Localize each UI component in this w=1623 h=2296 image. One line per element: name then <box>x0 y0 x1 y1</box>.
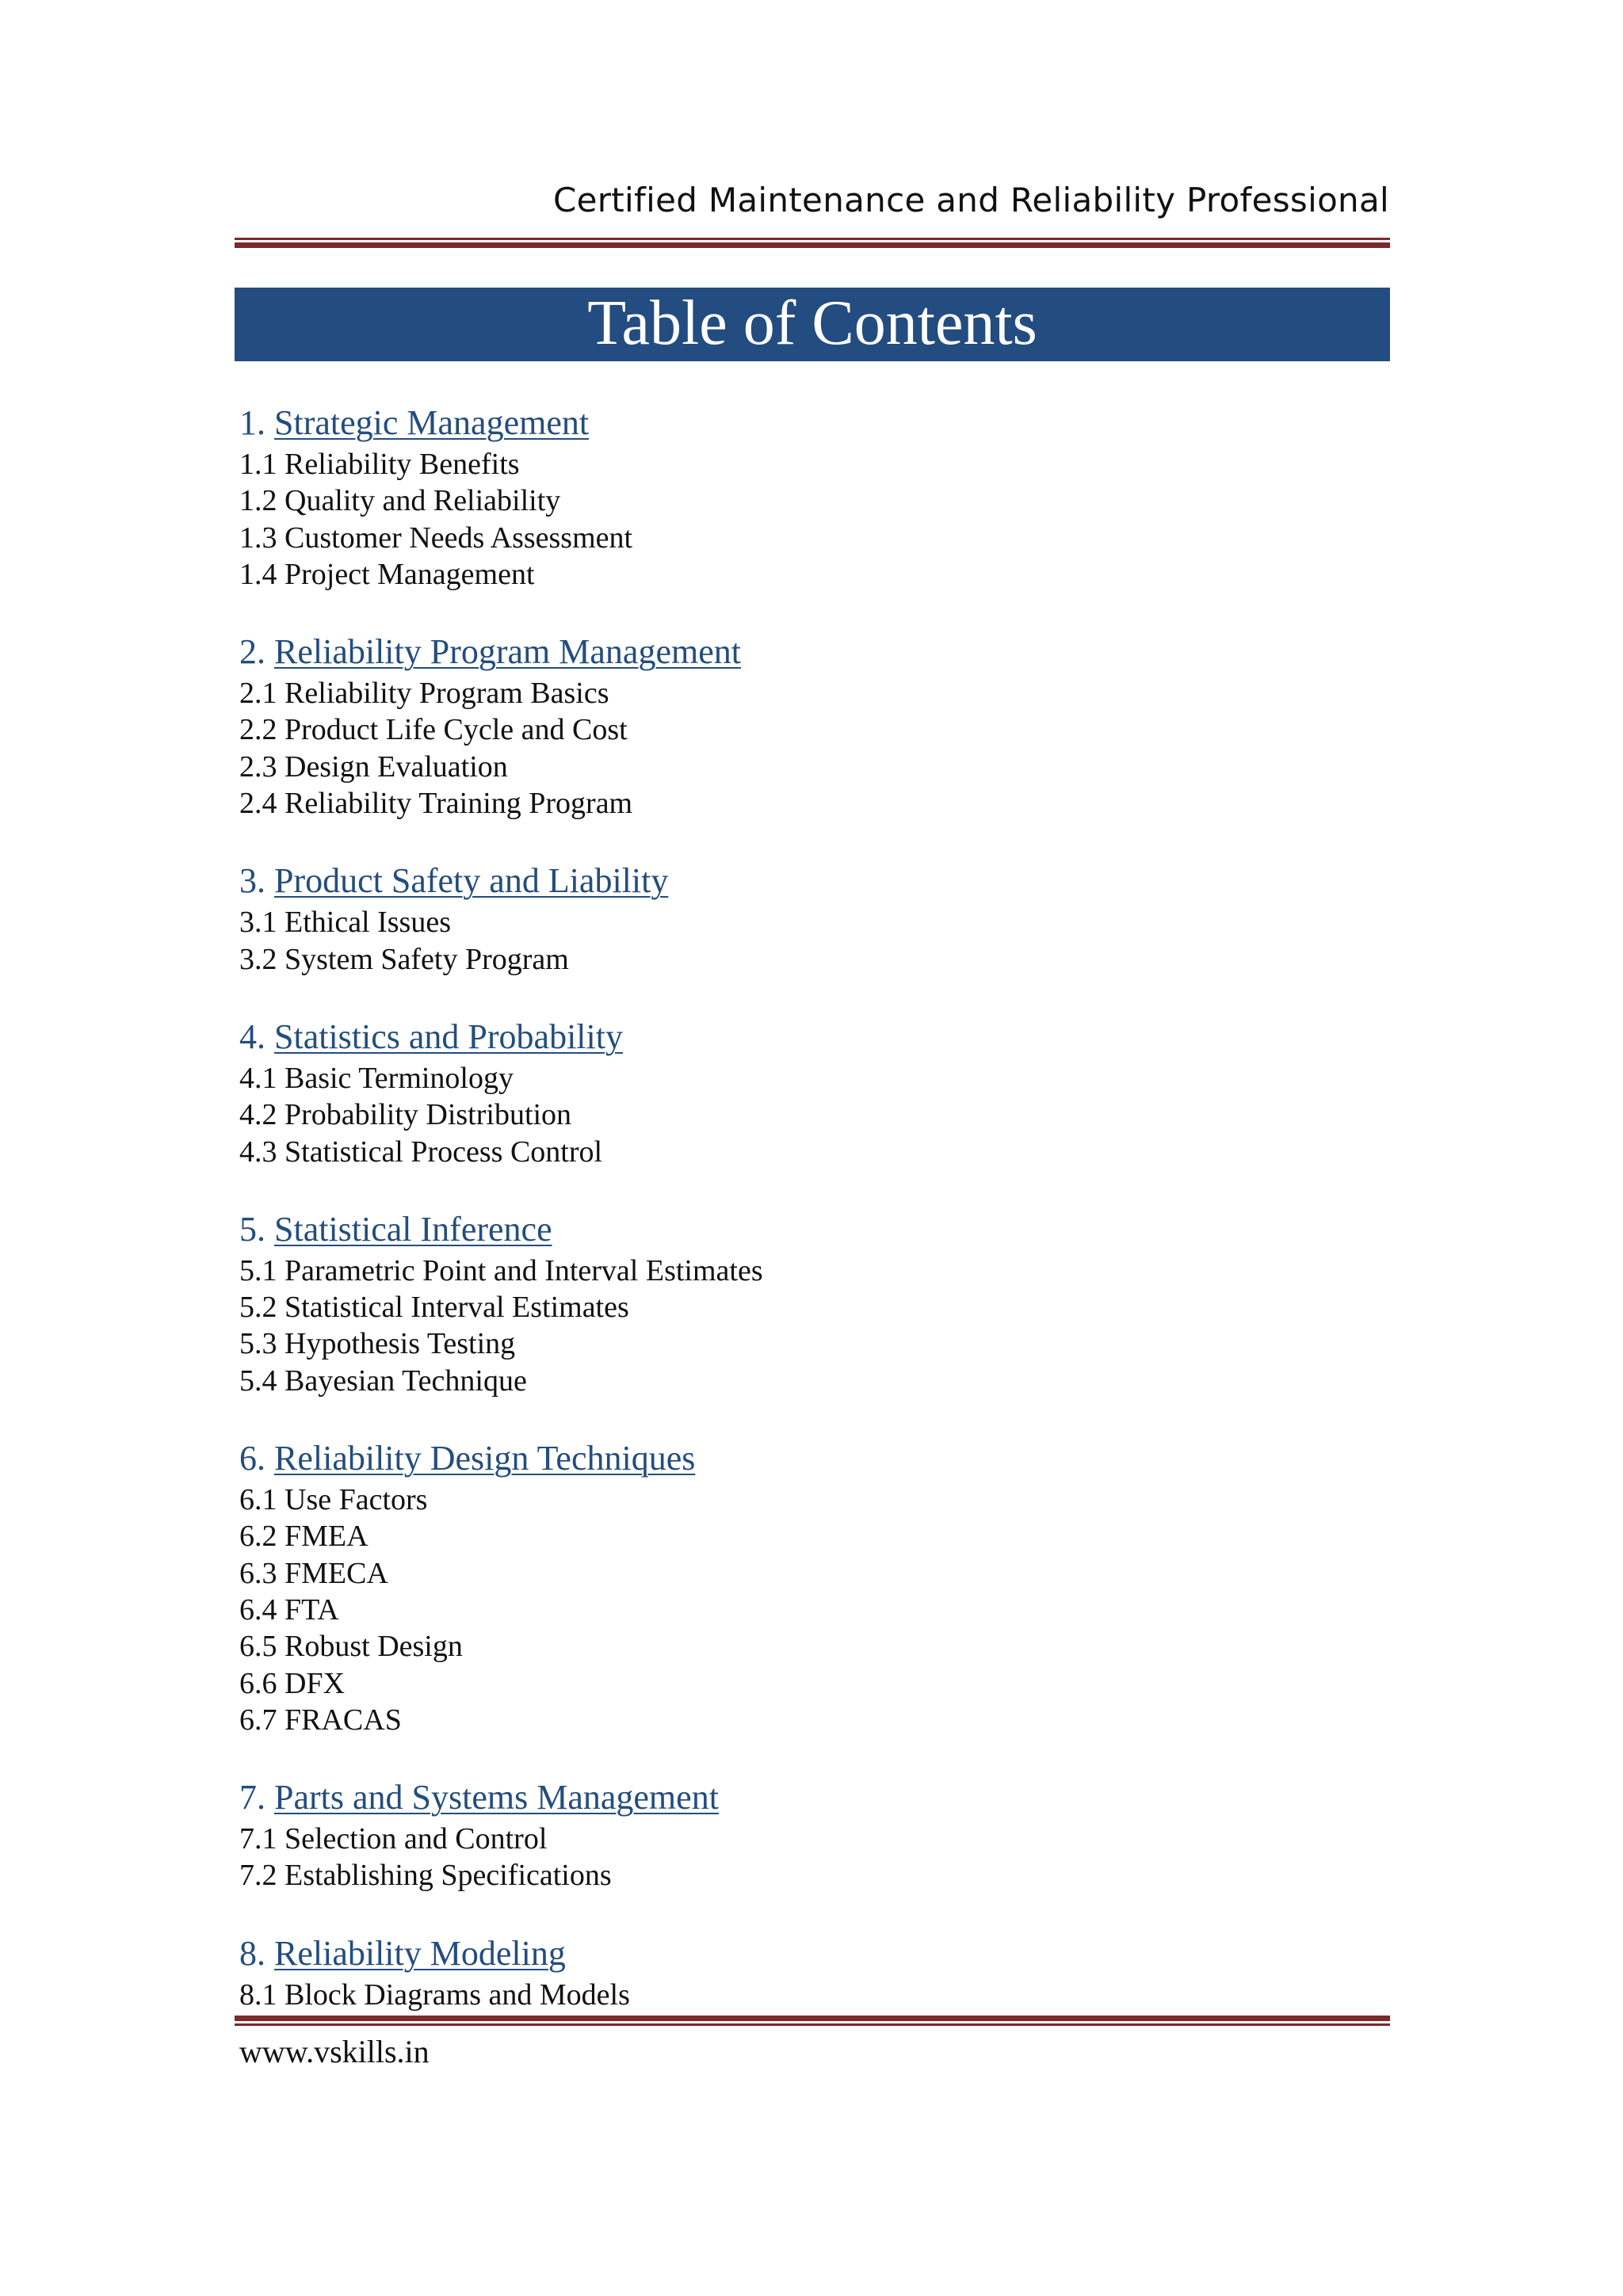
toc-title: Table of Contents <box>587 288 1037 358</box>
footer-url[interactable]: www.vskills.in <box>239 2034 430 2069</box>
section-heading <box>239 629 1349 675</box>
toc-subitem: 1.3 Customer Needs Assessment <box>239 521 633 555</box>
section-heading <box>239 400 1349 446</box>
section-title-link[interactable]: Reliability Modeling <box>274 1933 566 1973</box>
toc-subitem: 5.2 Statistical Interval Estimates <box>239 1291 629 1325</box>
section-title-link[interactable]: Reliability Program Management <box>274 632 741 672</box>
section-number: 8. <box>239 1933 265 1973</box>
section-number: 6. <box>239 1439 265 1478</box>
section-title-link[interactable]: Strategic Management <box>274 403 590 442</box>
toc-subitem: 4.2 Probability Distribution <box>239 1098 572 1132</box>
section-heading <box>239 1436 1349 1482</box>
section-heading <box>239 1207 1349 1253</box>
section-number: 4. <box>239 1016 265 1056</box>
toc-subitem: 5.3 Hypothesis Testing <box>239 1327 516 1361</box>
toc-section <box>239 1014 1349 1170</box>
header-divider <box>235 238 1390 248</box>
page-header-title: Certified Maintenance and Reliability Professional <box>552 181 1389 219</box>
toc-subitem: 2.4 Reliability Training Program <box>239 787 633 821</box>
toc-subitem: 6.6 DFX <box>239 1666 346 1700</box>
section-title-link[interactable]: Statistical Inference <box>274 1209 552 1249</box>
section-number: 3. <box>239 861 265 901</box>
toc-subitem: 6.2 FMEA <box>239 1520 369 1554</box>
toc-subitem: 5.4 Bayesian Technique <box>239 1363 527 1398</box>
section-number: 1. <box>239 403 265 442</box>
toc-subitem: 6.4 FTA <box>239 1592 339 1627</box>
table-of-contents <box>239 400 1349 2050</box>
toc-subitem: 6.1 Use Factors <box>239 1483 428 1517</box>
section-title-link[interactable]: Parts and Systems Management <box>274 1778 719 1817</box>
toc-subitem: 2.2 Product Life Cycle and Cost <box>239 713 628 747</box>
toc-subitem: 7.2 Establishing Specifications <box>239 1859 612 1893</box>
toc-section <box>239 1436 1349 1738</box>
toc-subitem: 6.7 FRACAS <box>239 1703 402 1737</box>
toc-banner <box>235 288 1390 361</box>
section-title-link[interactable]: Statistics and Probability <box>274 1016 623 1056</box>
toc-subitem: 1.4 Project Management <box>239 557 535 591</box>
toc-subitem: 4.3 Statistical Process Control <box>239 1135 603 1169</box>
toc-subitem: 1.1 Reliability Benefits <box>239 448 520 481</box>
toc-subitem: 5.1 Parametric Point and Interval Estimates <box>239 1253 763 1287</box>
toc-subitem: 1.2 Quality and Reliability <box>239 484 561 518</box>
section-heading <box>239 1014 1349 1060</box>
toc-subitem: 2.1 Reliability Program Basics <box>239 677 609 711</box>
toc-subitem: 8.1 Block Diagrams and Models <box>239 1978 630 2012</box>
toc-subitem: 4.1 Basic Terminology <box>239 1061 514 1095</box>
toc-section <box>239 1931 1349 2013</box>
toc-subitem: 3.1 Ethical Issues <box>239 906 452 940</box>
toc-subitem: 2.3 Design Evaluation <box>239 749 508 784</box>
toc-section <box>239 1775 1349 1894</box>
toc-section <box>239 400 1349 593</box>
section-number: 2. <box>239 632 265 672</box>
footer-divider <box>235 2016 1390 2026</box>
section-title-link[interactable]: Product Safety and Liability <box>274 861 669 901</box>
section-number: 7. <box>239 1778 265 1817</box>
section-heading <box>239 1931 1349 1977</box>
toc-subitem: 7.1 Selection and Control <box>239 1822 548 1856</box>
section-title-link[interactable]: Reliability Design Techniques <box>274 1439 696 1478</box>
toc-section <box>239 1207 1349 1399</box>
toc-subitem: 6.3 FMECA <box>239 1556 388 1590</box>
section-number: 5. <box>239 1209 265 1249</box>
toc-section <box>239 629 1349 822</box>
toc-subitem: 6.5 Robust Design <box>239 1630 463 1664</box>
section-heading <box>239 1775 1349 1821</box>
toc-subitem: 3.2 System Safety Program <box>239 942 569 976</box>
section-heading <box>239 858 1349 904</box>
toc-section <box>239 858 1349 978</box>
